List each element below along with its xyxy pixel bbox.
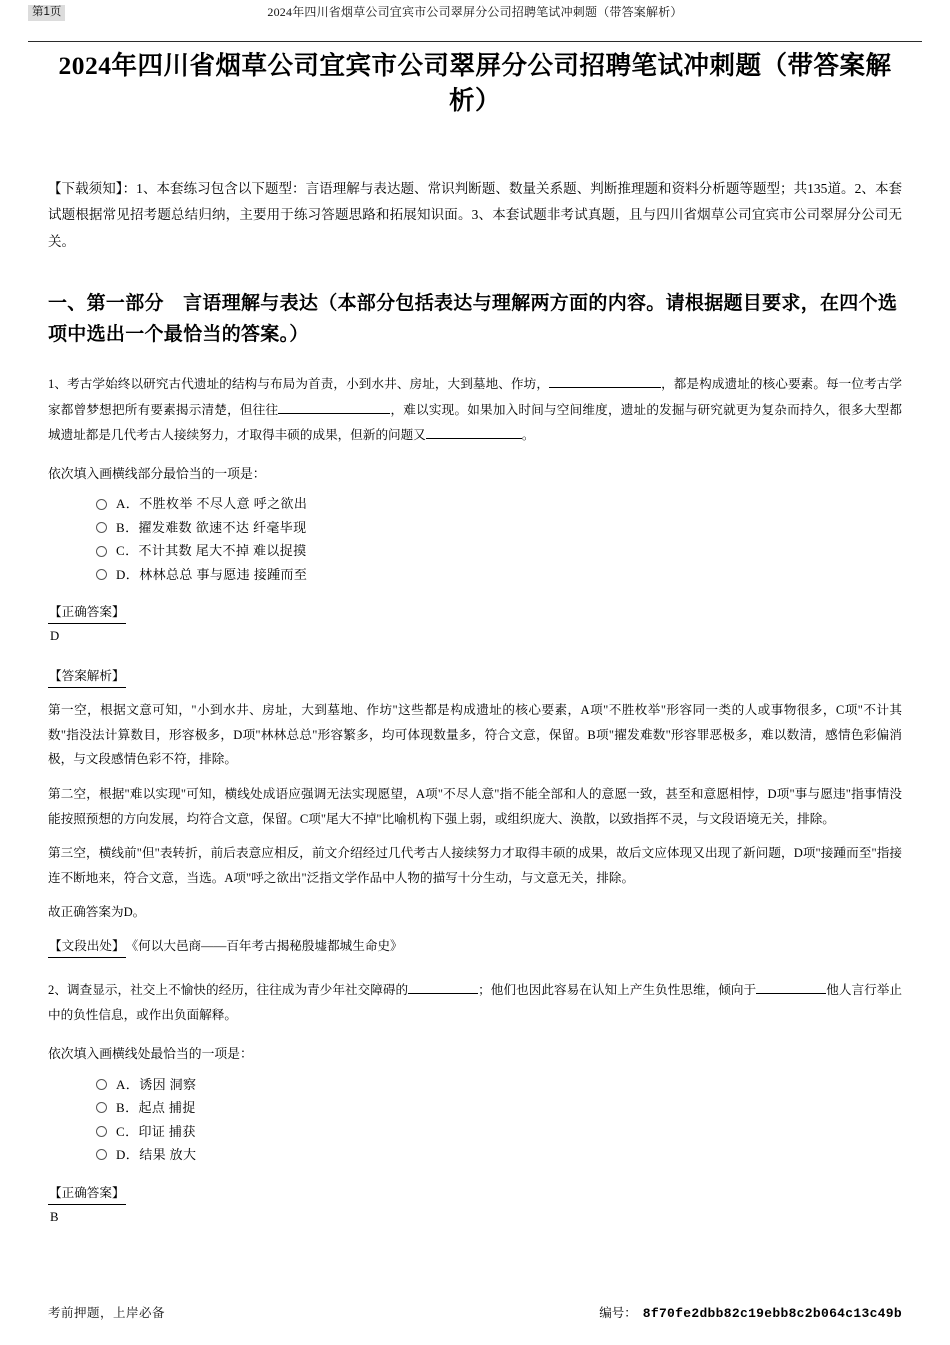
question-1-stem-part-4: 。 [521, 427, 535, 442]
question-1-analysis-3: 第三空，横线前"但"表转折，前后表意应相反，前文介绍经过几代考古人接续努力才取得丰硕的成果，故后文应体现又出现了新问题，D项"接踵而至"指接连不断地来，符合文意，当选。A项"呼之欲出"泛指文学作品中人物的描写十分生动，与文意无关，排除。 [48, 846, 902, 885]
question-2 [48, 978, 902, 1229]
question-1-stem [48, 372, 902, 448]
radio-icon[interactable] [96, 499, 107, 510]
option-letter: C． [116, 1123, 139, 1139]
option-letter: D． [116, 566, 140, 582]
question-1-source [48, 935, 902, 958]
radio-icon[interactable] [96, 1149, 107, 1160]
page-footer [48, 1299, 902, 1325]
question-1-analysis-4: 故正确答案为D。 [48, 905, 146, 920]
question-2-answer-tag: 【正确答案】 [48, 1183, 126, 1205]
question-2-option-d[interactable] [48, 1145, 902, 1165]
question-1-option-a[interactable] [48, 494, 902, 514]
page-title: 2024年四川省烟草公司宜宾市公司翠屏分公司招聘笔试冲刺题（带答案解析） [58, 51, 892, 116]
question-2-stem-part-3: 他人言行举止中的负性信息，或作出负面解释。 [48, 982, 903, 1023]
question-2-option-c[interactable] [48, 1122, 902, 1142]
question-1-answer: D [50, 629, 60, 644]
option-letter: B． [116, 519, 139, 535]
option-letter: A． [116, 1076, 140, 1092]
option-letter: A． [116, 496, 140, 512]
question-1-prompt: 依次填入画横线部分最恰当的一项是： [48, 467, 266, 482]
option-text: 不计其数 尾大不掉 难以捉摸 [138, 543, 307, 559]
option-text: 林林总总 事与愿违 接踵而至 [139, 566, 308, 582]
question-1-analysis-1: 第一空，根据文意可知，"小到水井、房址，大到墓地、作坊"这些都是构成遗址的核心要素，A项"不胜枚举"形容同一类的人或事物很多，C项"不计其数"指没法计算数目，形容极多，D项"林林总总"形容繁多，均可体现数量多，符合文意，保留。B项"擢发难数"形容罪恶极多，难以数清，感情色彩偏消极，与文段感情色彩不符，排除。 [48, 703, 902, 767]
radio-icon[interactable] [96, 522, 107, 533]
question-2-option-b[interactable] [48, 1098, 902, 1118]
question-2-blank-1 [408, 993, 478, 994]
footer-slogan: 考前押题，上岸必备 [48, 1306, 166, 1320]
radio-icon[interactable] [96, 1126, 107, 1137]
question-1-stem-part-3: ，难以实现。如果加入时间与空间维度，遗址的发掘与研究就更为复杂而持久，很多大型都城遗址都是几代考古人接续努力，才取得丰硕的成果，但新的问题又 [48, 402, 903, 442]
option-text: 起点 捕捉 [138, 1100, 196, 1116]
radio-icon[interactable] [96, 546, 107, 557]
question-1-option-d[interactable] [48, 565, 902, 585]
question-1-stem-part-1: 1、考古学始终以研究古代遗址的结构与布局为首责，小到水井、房址，大到墓地、作坊， [48, 377, 550, 392]
question-2-option-a[interactable] [48, 1075, 902, 1095]
radio-icon[interactable] [96, 1079, 107, 1090]
question-1-blank-1 [549, 387, 661, 388]
document-content [48, 176, 902, 1234]
question-2-options [48, 1075, 902, 1165]
question-1-answer-tag: 【正确答案】 [48, 602, 126, 624]
question-1-blank-3 [426, 438, 522, 439]
question-1-options [48, 494, 902, 584]
option-text: 不胜枚举 不尽人意 呼之欲出 [139, 496, 308, 512]
question-2-stem [48, 978, 902, 1028]
question-1-analysis-2: 第二空，根据"难以实现"可知，横线处成语应强调无法实现愿望，A项"不尽人意"指不能全部和人的意愿一致，甚至和意愿相悖，D项"事与愿违"指事情没能按照预想的方向发展，均符合文意，保留。C项"尾大不掉"比喻机构下强上弱，或组织庞大、涣散，以致指挥不灵，与文段语境无关，排除。 [48, 787, 902, 826]
option-text: 印证 捕获 [138, 1123, 196, 1139]
question-1-stem-part-2: ，都是构成遗址的核心要素。每一位考古学家都曾梦想把所有要素揭示清楚，但往往 [48, 377, 903, 417]
page-number-badge: 第1页 [28, 5, 65, 21]
question-1-source-text: 《何以大邑商——百年考古揭秘殷墟都城生命史》 [125, 938, 403, 953]
section-heading: 一、第一部分 言语理解与表达（本部分包括表达与理解两方面的内容。请根据题目要求，在四个选项中选出一个最恰当的答案。） [48, 292, 898, 345]
question-1-option-c[interactable] [48, 541, 902, 561]
footer-code-label: 编号： [599, 1306, 637, 1320]
page-header-bar [0, 0, 950, 26]
question-2-stem-part-2: ；他们也因此容易在认知上产生负性思维，倾向于 [478, 982, 757, 997]
option-text: 结果 放大 [139, 1147, 197, 1163]
option-letter: C． [116, 543, 139, 559]
radio-icon[interactable] [96, 1102, 107, 1113]
footer-code [599, 1303, 902, 1321]
question-1-blank-2 [278, 413, 390, 414]
option-letter: B． [116, 1100, 139, 1116]
question-2-blank-2 [756, 993, 826, 994]
option-text: 擢发难数 欲速不达 纤毫毕现 [138, 519, 307, 535]
question-1-analysis-tag: 【答案解析】 [48, 666, 126, 688]
running-header-title: 2024年四川省烟草公司宜宾市公司翠屏分公司招聘笔试冲刺题（带答案解析） [267, 5, 683, 19]
question-1-option-b[interactable] [48, 518, 902, 538]
option-letter: D． [116, 1147, 140, 1163]
question-2-answer: B [50, 1209, 59, 1224]
footer-code-value: 8f70fe2dbb82c19ebb8c2b064c13c49b [642, 1306, 902, 1321]
question-1-source-tag: 【文段出处】 [48, 936, 126, 958]
download-notice: 【下载须知】：1、本套练习包含以下题型：言语理解与表达题、常识判断题、数量关系题、判断推理题和资料分析题等题型；共135道。2、本套试题根据常见招考题总结归纳，主要用于练习答题思路和拓展知识面。3、本套试题非考试真题，且与四川省烟草公司宜宾市公司翠屏分公司无关。 [48, 181, 902, 249]
radio-icon[interactable] [96, 569, 107, 580]
question-1 [48, 372, 902, 957]
option-text: 诱因 洞察 [139, 1076, 197, 1092]
header-divider [28, 41, 922, 42]
question-2-prompt: 依次填入画横线处最恰当的一项是： [48, 1047, 253, 1062]
question-2-stem-part-1: 2、调查显示，社交上不愉快的经历，往往成为青少年社交障碍的 [48, 982, 409, 997]
